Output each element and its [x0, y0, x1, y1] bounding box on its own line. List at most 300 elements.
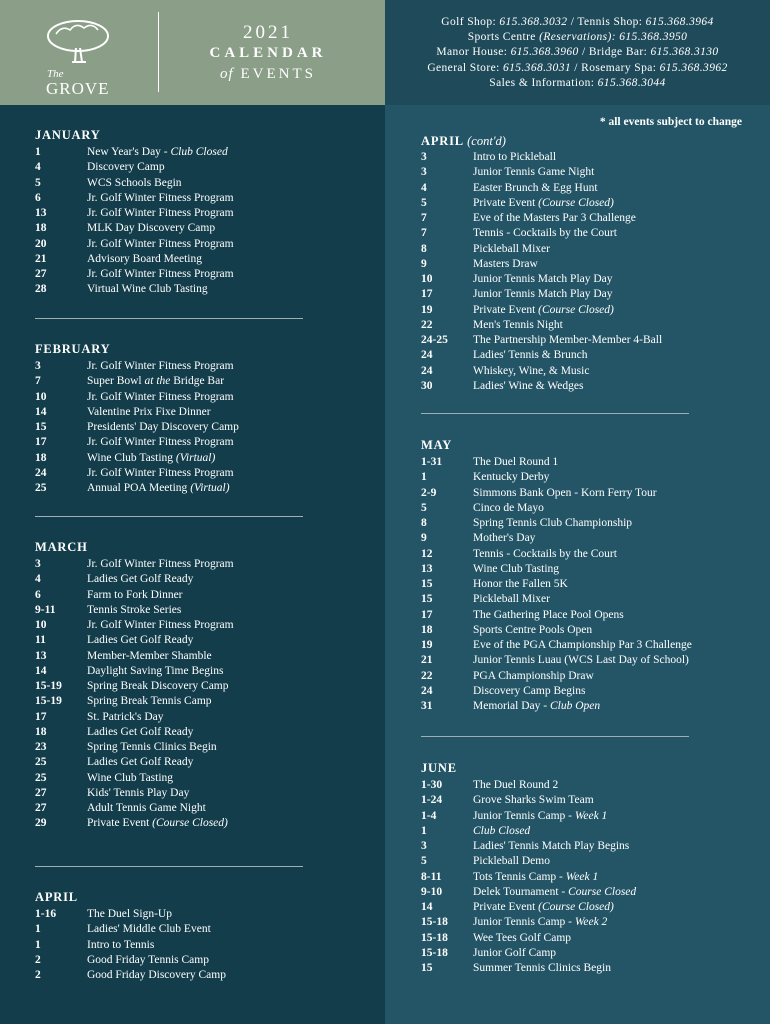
event-date: 8	[421, 242, 427, 255]
event-note: (Course Closed)	[538, 901, 614, 913]
event-list-march	[35, 557, 234, 832]
event-date: 4	[421, 181, 427, 194]
event-name: Summer Tennis Clinics Begin	[473, 962, 611, 974]
event-date: 5	[35, 176, 41, 189]
event-row	[35, 435, 239, 450]
event-row	[35, 420, 239, 435]
event-date: 3	[421, 151, 427, 163]
event-list-april	[35, 907, 226, 983]
event-row	[35, 451, 239, 466]
event-row	[421, 653, 692, 668]
event-date: 17	[35, 436, 47, 449]
event-name: Member-Member Shamble	[87, 649, 212, 662]
event-date: 4	[35, 573, 41, 586]
event-row	[421, 592, 692, 607]
event-row	[35, 145, 234, 160]
event-row	[35, 633, 234, 648]
event-name: Discovery Camp Begins	[473, 684, 586, 697]
event-row	[421, 181, 662, 196]
event-date: 1-30	[421, 779, 443, 791]
event-row	[421, 242, 662, 257]
event-name: Good Friday Discovery Camp	[87, 969, 226, 981]
event-date: 17	[421, 608, 433, 621]
event-date: 14	[35, 405, 47, 418]
event-date: 7	[35, 375, 41, 388]
event-name: The Partnership Member-Member 4-Ball	[473, 334, 663, 346]
event-date: 1	[35, 923, 41, 936]
event-date: 13	[421, 562, 433, 575]
event-row	[421, 669, 692, 684]
event-row	[421, 226, 662, 241]
event-name: WCS Schools Begin	[87, 176, 182, 189]
event-row	[421, 824, 636, 839]
event-note: Week 1	[574, 809, 608, 822]
event-name: Private Event	[473, 901, 539, 913]
event-row	[421, 809, 636, 824]
event-row	[35, 938, 226, 953]
event-name-suffix: Bridge Bar	[170, 375, 225, 388]
event-name: Discovery Camp	[87, 161, 165, 174]
event-row	[421, 516, 692, 531]
event-name: Junior Tennis Luau (WCS Last Day of School)	[473, 654, 689, 667]
contact-label: Manor House:	[436, 46, 511, 59]
event-date: 15-18	[421, 916, 448, 929]
event-name: The Duel Round 2	[473, 779, 559, 791]
event-row	[421, 333, 662, 348]
event-name: Tots Tennis Camp -	[473, 870, 566, 883]
event-name: Wine Club Tasting	[87, 771, 174, 784]
event-name: Tennis - Cocktails by the Court	[473, 227, 617, 240]
event-date: 8	[421, 517, 427, 529]
contact-label: Sports Centre	[467, 31, 540, 44]
event-row	[421, 486, 692, 501]
event-date: 25	[35, 482, 47, 494]
event-row	[421, 379, 662, 394]
event-date: 9	[421, 257, 427, 270]
contact-line	[395, 30, 760, 45]
event-name: Ladies' Middle Club Event	[87, 923, 211, 936]
event-date: 13	[35, 207, 47, 219]
contact-number: 615.368.3964	[645, 16, 714, 28]
event-name: Wine Club Tasting	[87, 451, 176, 464]
event-name: Jr. Golf Winter Fitness Program	[87, 619, 234, 631]
event-name: Kids' Tennis Play Day	[87, 786, 190, 799]
contact-label: Golf Shop:	[441, 16, 500, 28]
contact-number: 615.368.3962	[659, 61, 728, 74]
event-row	[421, 915, 636, 930]
event-date: 11	[35, 634, 46, 647]
event-list-april-contd	[421, 150, 662, 394]
event-date: 5	[421, 501, 427, 514]
event-row	[35, 191, 234, 206]
event-row	[421, 470, 692, 485]
contact-label: Rosemary Spa:	[581, 61, 660, 74]
calendar-subtitle	[168, 66, 368, 83]
event-name: Presidents' Day Discovery Camp	[87, 421, 239, 433]
event-date: 6	[35, 191, 41, 204]
event-row	[421, 318, 662, 333]
event-date: 24	[421, 684, 433, 697]
calendar-title: CALENDAR	[209, 45, 327, 61]
event-date: 3	[35, 360, 41, 372]
event-note: Course Closed	[568, 885, 637, 898]
event-name: Ladies Get Golf Ready	[87, 725, 194, 738]
event-row	[421, 608, 692, 623]
event-name: PGA Championship Draw	[473, 669, 594, 682]
event-date: 21	[35, 252, 47, 265]
event-name: New Year's Day -	[87, 146, 171, 158]
event-row	[421, 839, 636, 854]
subtitle-events: EVENTS	[240, 66, 316, 82]
event-date: 15	[421, 962, 433, 974]
event-date: 2	[35, 953, 41, 966]
contact-separator: /	[571, 61, 582, 74]
event-date: 13	[35, 649, 47, 662]
event-name: Jr. Golf Winter Fitness Program	[87, 466, 234, 479]
event-name: Valentine Prix Fixe Dinner	[87, 405, 211, 418]
event-note: Week 2	[574, 916, 608, 929]
event-name: Advisory Board Meeting	[87, 252, 202, 265]
event-row	[421, 303, 662, 318]
event-name: Daylight Saving Time Begins	[87, 664, 224, 677]
event-row	[35, 710, 234, 725]
event-row	[35, 618, 234, 633]
event-date: 5	[421, 855, 427, 868]
event-name: Memorial Day -	[473, 700, 550, 712]
event-row	[35, 816, 234, 831]
event-row	[35, 481, 239, 496]
month-divider	[35, 866, 303, 867]
event-date: 1-16	[35, 908, 57, 920]
event-name: Ladies Get Golf Ready	[87, 573, 194, 586]
event-date: 15	[421, 593, 433, 606]
event-date: 1-31	[421, 456, 443, 468]
event-name: Jr. Golf Winter Fitness Program	[87, 191, 234, 204]
event-note: (Course Closed)	[538, 196, 614, 209]
event-name: Jr. Golf Winter Fitness Program	[87, 237, 234, 250]
contact-number: 615.368.3130	[650, 46, 719, 59]
event-date: 27	[35, 802, 47, 814]
event-note: (Course Closed)	[538, 303, 614, 316]
logo-the-text: The	[47, 68, 64, 80]
event-row	[35, 572, 234, 587]
event-row	[421, 272, 662, 287]
event-name: Jr. Golf Winter Fitness Program	[87, 436, 234, 449]
contact-separator: /	[567, 16, 578, 28]
event-name: Jr. Golf Winter Fitness Program	[87, 390, 234, 403]
event-date: 6	[35, 588, 41, 601]
oak-tree-icon	[42, 18, 122, 68]
event-name: Pickleball Mixer	[473, 593, 550, 606]
event-row	[421, 885, 636, 900]
event-name: Junior Golf Camp	[473, 946, 557, 959]
event-name: Ladies' Wine & Wedges	[473, 379, 584, 392]
event-name: Good Friday Tennis Camp	[87, 953, 209, 966]
event-name: Jr. Golf Winter Fitness Program	[87, 268, 234, 280]
event-row	[421, 793, 636, 808]
event-name: Delek Tournament -	[473, 885, 569, 898]
event-date: 1	[421, 471, 427, 484]
event-row	[421, 455, 692, 470]
event-date: 18	[421, 623, 433, 636]
event-row	[421, 638, 692, 653]
contact-number: 615.368.3032	[499, 16, 568, 28]
event-name: MLK Day Discovery Camp	[87, 222, 216, 235]
event-name: Tennis - Cocktails by the Court	[473, 547, 617, 560]
event-date: 4	[35, 161, 41, 174]
event-name: Wee Tees Golf Camp	[473, 931, 572, 944]
event-date: 5	[421, 196, 427, 209]
month-heading-january: JANUARY	[35, 128, 101, 142]
event-row	[35, 725, 234, 740]
contact-number: 615.368.3960	[510, 46, 579, 59]
event-name: Ladies Get Golf Ready	[87, 634, 194, 647]
header-divider	[158, 12, 159, 92]
event-date: 2	[35, 969, 41, 981]
logo-grove-text: GROVE	[46, 79, 110, 98]
month-heading-april-contd	[421, 134, 506, 149]
event-row	[35, 786, 234, 801]
event-row	[35, 740, 234, 755]
event-row	[421, 287, 662, 302]
event-name: Junior Tennis Camp -	[473, 809, 575, 822]
event-name: Eve of the PGA Championship Par 3 Challenge	[473, 639, 692, 651]
event-date: 9-11	[35, 603, 56, 616]
contact-label: Tennis Shop:	[577, 16, 646, 28]
contact-number: (Reservations): 615.368.3950	[539, 31, 688, 44]
event-note: (Virtual)	[190, 482, 230, 494]
event-date: 31	[421, 700, 433, 712]
event-date: 12	[421, 547, 433, 560]
event-name: Pickleball Mixer	[473, 242, 550, 255]
event-date: 30	[421, 379, 433, 392]
event-note: Week 1	[565, 870, 599, 883]
event-date: 19	[421, 639, 433, 651]
disclaimer-note: * all events subject to change	[599, 116, 742, 128]
event-date: 1	[421, 824, 427, 837]
event-name: Kentucky Derby	[473, 471, 550, 484]
event-name: Honor the Fallen 5K	[473, 578, 568, 590]
header-brand-panel	[0, 0, 385, 105]
event-name: Ladies' Tennis Match Play Begins	[473, 840, 630, 852]
event-row	[421, 348, 662, 363]
event-date: 27	[35, 786, 47, 799]
event-date: 15-18	[421, 946, 448, 959]
event-date: 1-4	[421, 809, 437, 822]
event-name: Private Event	[473, 196, 539, 209]
event-date: 10	[35, 619, 47, 631]
event-row	[35, 679, 234, 694]
event-date: 15-19	[35, 695, 62, 708]
month-divider	[35, 318, 303, 319]
event-name: Eve of the Masters Par 3 Challenge	[473, 212, 636, 224]
event-date: 15-19	[35, 680, 62, 692]
event-row	[421, 577, 692, 592]
event-date: 7	[421, 212, 427, 224]
event-name: Annual POA Meeting	[87, 482, 191, 494]
event-name: Junior Tennis Camp -	[473, 916, 575, 929]
event-row	[421, 931, 636, 946]
event-date: 29	[35, 817, 47, 830]
event-row	[35, 390, 239, 405]
event-name: Adult Tennis Game Night	[87, 802, 206, 814]
event-row	[421, 547, 692, 562]
event-row	[35, 603, 234, 618]
event-name: Grove Sharks Swim Team	[473, 794, 594, 807]
event-row	[35, 160, 234, 175]
event-name: Junior Tennis Match Play Day	[473, 273, 613, 285]
event-name: Men's Tennis Night	[473, 318, 563, 331]
event-name: Junior Tennis Match Play Day	[473, 288, 613, 301]
event-row	[421, 531, 692, 546]
month-divider	[35, 516, 303, 517]
event-row	[35, 282, 234, 297]
event-row	[35, 405, 239, 420]
event-date: 18	[35, 725, 47, 738]
event-date: 14	[421, 901, 433, 913]
event-row	[35, 374, 239, 389]
grove-logo	[42, 18, 122, 98]
event-name: Jr. Golf Winter Fitness Program	[87, 558, 234, 570]
event-date: 28	[35, 283, 47, 296]
event-list-june	[421, 778, 636, 976]
month-heading-may: MAY	[421, 438, 453, 452]
event-note: at the	[144, 375, 171, 388]
month-heading-february: FEBRUARY	[35, 342, 111, 356]
event-name: Farm to Fork Dinner	[87, 588, 183, 601]
event-note: (Course Closed)	[152, 817, 228, 830]
event-name: St. Patrick's Day	[87, 710, 164, 723]
event-name: Whiskey, Wine, & Music	[473, 364, 590, 377]
event-date: 2-9	[421, 486, 437, 499]
event-name: The Duel Sign-Up	[87, 908, 172, 920]
event-row	[421, 778, 636, 793]
event-date: 17	[35, 710, 47, 723]
event-date: 27	[35, 268, 47, 280]
event-date: 9	[421, 532, 427, 545]
contact-line	[395, 61, 760, 76]
contact-number: 615.368.3044	[597, 76, 666, 89]
event-row	[35, 237, 234, 252]
event-row	[421, 562, 692, 577]
contd-label: (cont'd)	[467, 134, 506, 148]
event-date: 17	[421, 288, 433, 301]
contact-line	[395, 76, 760, 91]
contact-label: Sales & Information:	[489, 76, 598, 89]
event-row	[421, 870, 636, 885]
event-date: 15-18	[421, 931, 448, 944]
event-row	[35, 907, 226, 922]
event-date: 1-24	[421, 794, 443, 807]
contact-separator: /	[578, 46, 589, 59]
contact-label: Bridge Bar:	[588, 46, 651, 59]
event-row	[35, 649, 234, 664]
event-name: Ladies' Tennis & Brunch	[473, 349, 588, 362]
event-date: 18	[35, 222, 47, 235]
event-row	[421, 900, 636, 915]
event-name: Spring Break Discovery Camp	[87, 680, 229, 692]
april-contd-heading-text: APRIL	[421, 134, 464, 148]
event-name: Tennis Stroke Series	[87, 603, 182, 616]
month-divider	[421, 736, 689, 737]
event-name: Private Event	[473, 303, 539, 316]
event-name: Cinco de Mayo	[473, 501, 544, 514]
event-row	[35, 221, 234, 236]
event-row	[421, 150, 662, 165]
event-date: 20	[35, 237, 47, 250]
event-name: Simmons Bank Open - Korn Ferry Tour	[473, 486, 657, 499]
event-row	[421, 364, 662, 379]
event-name: Super Bowl	[87, 375, 145, 388]
event-row	[421, 684, 692, 699]
event-name: The Gathering Place Pool Opens	[473, 608, 624, 621]
event-date: 24	[421, 349, 433, 362]
event-row	[35, 267, 234, 282]
month-heading-march: MARCH	[35, 540, 88, 554]
month-divider	[421, 413, 689, 414]
month-heading-april: APRIL	[35, 890, 78, 904]
event-date: 10	[421, 273, 433, 285]
event-row	[421, 854, 636, 869]
event-date: 15	[421, 578, 433, 590]
event-row	[421, 946, 636, 961]
event-row	[35, 176, 234, 191]
event-name: The Duel Round 1	[473, 456, 559, 468]
event-row	[35, 252, 234, 267]
event-name: Spring Tennis Clinics Begin	[87, 741, 217, 753]
event-date: 9-10	[421, 885, 443, 898]
event-date: 24	[421, 364, 433, 377]
event-list-may	[421, 455, 692, 714]
subtitle-of: of	[220, 66, 234, 82]
event-note: Club Closed	[170, 146, 228, 158]
event-name: Jr. Golf Winter Fitness Program	[87, 207, 234, 219]
event-row	[35, 206, 234, 221]
event-row	[421, 501, 692, 516]
event-row	[35, 953, 226, 968]
event-date: 1	[35, 146, 41, 158]
event-date: 7	[421, 227, 427, 240]
contact-line	[395, 15, 760, 30]
event-name: Masters Draw	[473, 257, 538, 270]
contact-label: General Store:	[427, 61, 503, 74]
event-row	[35, 771, 234, 786]
contact-number: 615.368.3031	[502, 61, 572, 74]
contact-list	[395, 15, 760, 91]
event-name: Intro to Pickleball	[473, 151, 557, 163]
event-date: 21	[421, 654, 433, 667]
calendar-year: 2021	[243, 22, 293, 43]
event-date: 22	[421, 318, 433, 331]
event-name: Pickleball Demo	[473, 855, 550, 868]
event-row	[35, 968, 226, 983]
event-date: 15	[35, 421, 47, 433]
event-date: 14	[35, 664, 47, 677]
event-row	[421, 699, 692, 714]
event-list-january	[35, 145, 234, 298]
event-row	[35, 588, 234, 603]
event-row	[35, 466, 239, 481]
event-name: Virtual Wine Club Tasting	[87, 283, 208, 296]
event-row	[35, 922, 226, 937]
event-name: Mother's Day	[473, 532, 536, 545]
event-name: Easter Brunch & Egg Hunt	[473, 181, 598, 194]
event-note: Club Open	[549, 700, 601, 712]
event-row	[421, 257, 662, 272]
event-date: 19	[421, 303, 433, 316]
event-row	[421, 196, 662, 211]
event-row	[421, 961, 636, 976]
